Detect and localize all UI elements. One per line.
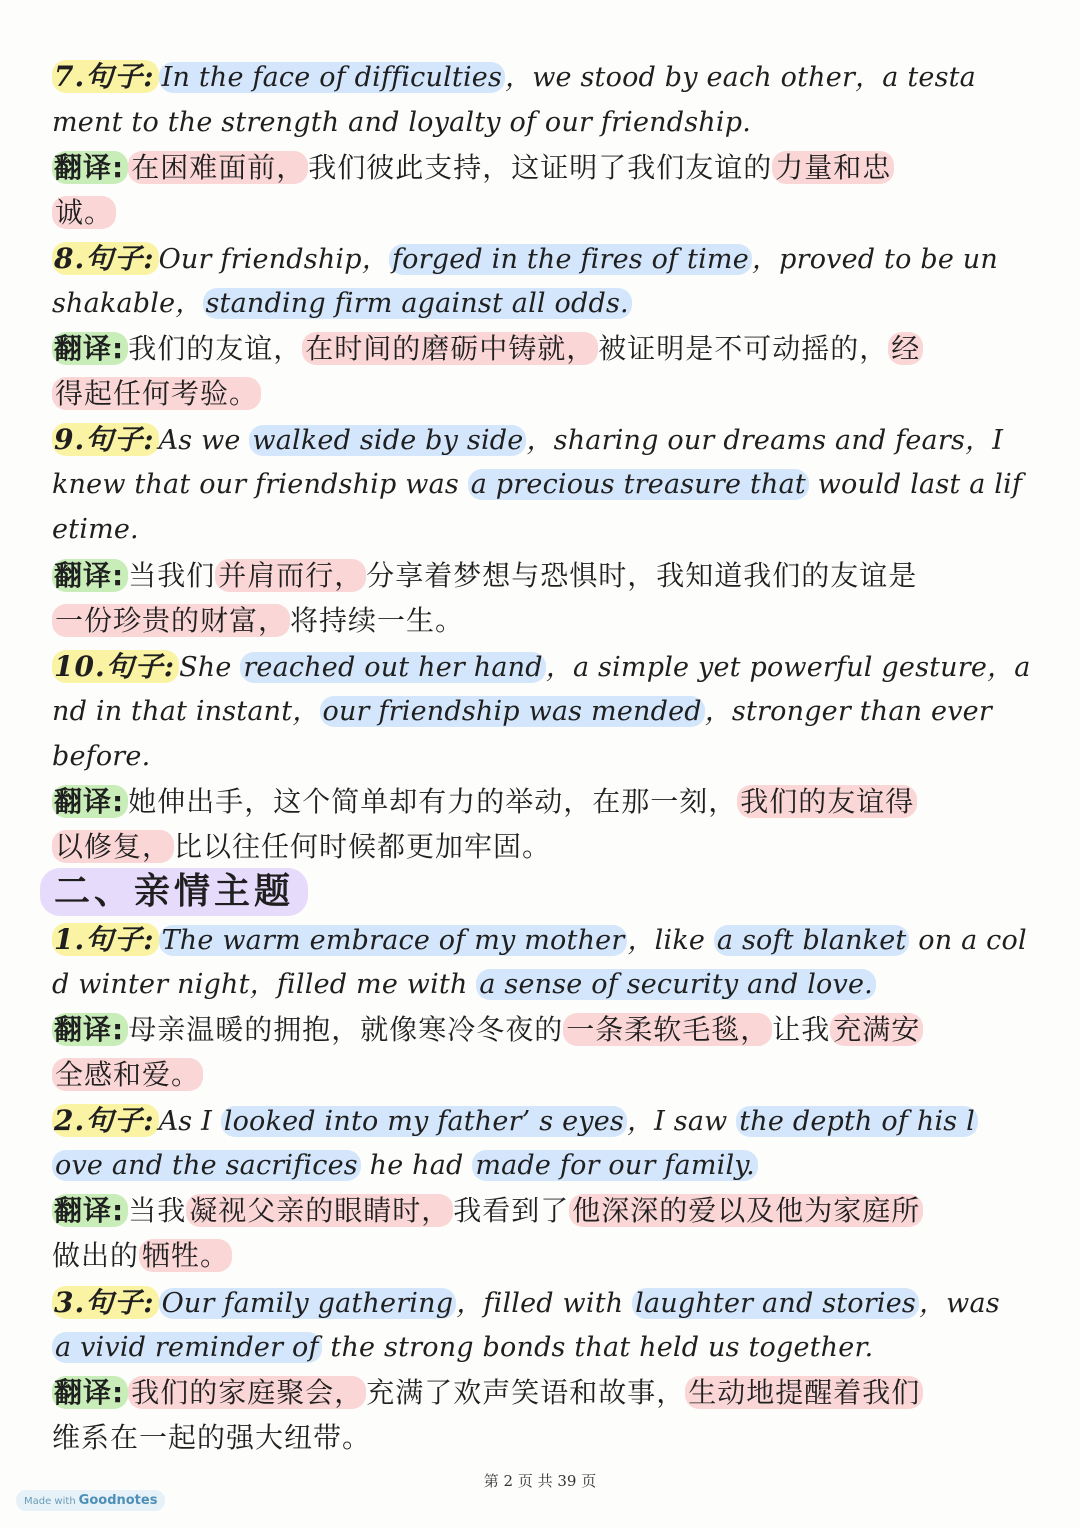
chinese-text: 我们彼此支持，这证明了我们友谊的 — [308, 151, 773, 184]
sentence-label: 10.句子: — [52, 650, 179, 683]
chinese-highlight: 在时间的磨砺中铸就， — [302, 332, 598, 365]
section-heading: 二、亲情主题 — [40, 868, 308, 916]
chinese-text: 母亲温暖的拥抱，就像寒冷冬夜的 — [128, 1013, 564, 1046]
sentence-label: 7.句子: — [52, 60, 159, 93]
family-translation-1-line-1 — [52, 1010, 1042, 1050]
english-highlight: reached out her hand — [240, 652, 545, 683]
sentence-label: 9.句子: — [52, 423, 159, 456]
english-text: etime. — [52, 514, 139, 545]
chinese-highlight: 一条柔软毛毯， — [563, 1013, 772, 1046]
chinese-highlight: 得起任何考验。 — [52, 377, 261, 410]
translation-9-line-2 — [52, 601, 1042, 641]
english-text: knew that our friendship was — [52, 469, 468, 500]
translation-10-line-1 — [52, 782, 1042, 822]
english-highlight: looked into my father’ s eyes — [221, 1106, 627, 1137]
english-text: would last a lif — [808, 469, 1023, 500]
translation-7-line-1 — [52, 148, 1042, 188]
english-text: Our friendship， — [158, 244, 389, 275]
english-text: As we — [158, 425, 250, 456]
sentence-label: 3.句子: — [52, 1286, 159, 1319]
chinese-highlight: 以修复， — [52, 830, 174, 863]
chinese-text: 让我 — [772, 1013, 831, 1046]
chinese-highlight: 生动地提醒着我们 — [685, 1376, 923, 1409]
chinese-highlight: 牺牲。 — [139, 1239, 232, 1272]
sentence-label: 8.句子: — [52, 242, 159, 275]
translation-label: 翻译: — [52, 785, 128, 818]
chinese-highlight: 他深深的爱以及他为家庭所 — [569, 1194, 923, 1227]
chinese-highlight: 我们的家庭聚会， — [128, 1376, 366, 1409]
chinese-text: 比以往任何时候都更加牢固。 — [174, 830, 552, 863]
chinese-text: 分享着梦想与恐惧时，我知道我们的友谊是 — [366, 559, 918, 592]
sentence-7-line-2 — [52, 103, 1042, 143]
translation-9-line-1 — [52, 556, 1042, 596]
chinese-highlight: 在困难面前， — [128, 151, 308, 184]
page-number: 第 2 页 共 39 页 — [483, 1472, 597, 1490]
english-text: ，a simple yet powerful gesture，a — [545, 652, 1031, 683]
sentence-7-line-1 — [52, 57, 1042, 98]
family-sentence-3-line-2 — [52, 1328, 1042, 1368]
english-highlight: standing firm against all odds. — [203, 288, 632, 319]
english-highlight: The warm embrace of my mother — [159, 925, 628, 956]
english-highlight: the depth of his l — [736, 1106, 978, 1137]
english-highlight: made for our family. — [472, 1150, 758, 1181]
badge-brand: Goodnotes — [78, 1493, 158, 1508]
chinese-highlight: 一份珍贵的财富， — [52, 604, 290, 637]
chinese-text: 充满了欢声笑语和故事， — [366, 1376, 686, 1409]
sentence-label: 1.句子: — [52, 923, 159, 956]
english-text: d winter night，filled me with — [52, 969, 477, 1000]
chinese-highlight: 经 — [888, 332, 923, 365]
sentence-9-line-3 — [52, 510, 1042, 550]
sentence-9-line-2 — [52, 465, 1042, 505]
chinese-text: 她伸出手，这个简单却有力的举动，在那一刻， — [128, 785, 738, 818]
chinese-highlight: 并肩而行， — [215, 559, 366, 592]
translation-label: 翻译: — [52, 1013, 128, 1046]
chinese-text: 我们的友谊， — [128, 332, 303, 365]
family-translation-2-line-1 — [52, 1191, 1042, 1231]
translation-7-line-2 — [52, 193, 1042, 233]
family-sentence-1-line-2 — [52, 965, 1042, 1005]
sentence-10-line-1 — [52, 647, 1042, 688]
english-highlight: forged in the fires of time — [389, 244, 752, 275]
chinese-highlight: 我们的友谊得 — [737, 785, 917, 818]
english-highlight: our friendship was mended — [320, 696, 705, 727]
english-text: ，like — [627, 925, 714, 956]
sentence-9-line-1 — [52, 420, 1042, 461]
family-sentence-2-line-2 — [52, 1146, 1042, 1186]
chinese-text: 我看到了 — [453, 1194, 570, 1227]
chinese-text: 当我们 — [128, 559, 216, 592]
chinese-text: 做出的 — [52, 1239, 140, 1272]
english-text: ，we stood by each other，a testa — [505, 62, 976, 93]
english-text: ，stronger than ever — [704, 696, 992, 727]
english-text: he had — [360, 1150, 473, 1181]
chinese-text: 当我 — [128, 1194, 187, 1227]
english-text: ment to the strength and loyalty of our friendship. — [52, 107, 751, 138]
sentence-8-line-1 — [52, 239, 1042, 280]
english-text: ，filled with — [456, 1288, 633, 1319]
sentence-10-line-2 — [52, 692, 1042, 732]
english-highlight: Our family gathering — [159, 1288, 457, 1319]
english-text: ，proved to be un — [751, 244, 998, 275]
chinese-text: 被证明是不可动摇的， — [598, 332, 889, 365]
family-translation-2-line-2 — [52, 1236, 1042, 1276]
english-text: ，was — [918, 1288, 1000, 1319]
english-text: shakable， — [52, 288, 203, 319]
goodnotes-badge — [16, 1490, 165, 1511]
sentence-label: 2.句子: — [52, 1104, 159, 1137]
english-text: ，sharing our dreams and fears，I — [526, 425, 1004, 456]
family-translation-3-line-2 — [52, 1418, 1042, 1458]
english-highlight: In the face of difficulties — [159, 62, 505, 93]
english-highlight: laughter and stories — [632, 1288, 919, 1319]
chinese-highlight: 全感和爱。 — [52, 1058, 203, 1091]
chinese-highlight: 充满安 — [830, 1013, 923, 1046]
english-text: before. — [52, 741, 151, 772]
family-translation-3-line-1 — [52, 1373, 1042, 1413]
family-sentence-1-line-1 — [52, 920, 1042, 961]
english-highlight: a precious treasure that — [468, 469, 809, 500]
english-text: the strong bonds that held us together. — [321, 1332, 874, 1363]
chinese-highlight: 凝视父亲的眼睛时， — [186, 1194, 453, 1227]
english-highlight: a soft blanket — [714, 925, 910, 956]
translation-8-line-2 — [52, 374, 1042, 414]
chinese-highlight: 诚。 — [52, 196, 116, 229]
sentence-8-line-2 — [52, 284, 1042, 324]
english-text: ，I saw — [626, 1106, 737, 1137]
translation-label: 翻译: — [52, 559, 128, 592]
family-sentence-2-line-1 — [52, 1101, 1042, 1142]
english-highlight: ove and the sacrifices — [52, 1150, 361, 1181]
translation-label: 翻译: — [52, 1194, 128, 1227]
english-highlight: walked side by side — [249, 425, 526, 456]
sentence-10-line-3 — [52, 737, 1042, 777]
translation-label: 翻译: — [52, 1376, 128, 1409]
translation-8-line-1 — [52, 329, 1042, 369]
english-text: on a col — [909, 925, 1027, 956]
family-translation-1-line-2 — [52, 1055, 1042, 1095]
chinese-text: 将持续一生。 — [290, 604, 465, 637]
chinese-highlight: 力量和忠 — [772, 151, 894, 184]
chinese-text: 维系在一起的强大纽带。 — [52, 1421, 372, 1454]
english-text: As I — [158, 1106, 221, 1137]
translation-label: 翻译: — [52, 151, 128, 184]
english-highlight: a vivid reminder of — [52, 1332, 322, 1363]
badge-made-with: Made with — [24, 1496, 76, 1507]
family-sentence-3-line-1 — [52, 1283, 1042, 1324]
english-text: nd in that instant， — [52, 696, 320, 727]
english-highlight: a sense of security and love. — [476, 969, 876, 1000]
english-text: She — [179, 652, 241, 683]
translation-10-line-2 — [52, 827, 1042, 867]
translation-label: 翻译: — [52, 332, 128, 365]
